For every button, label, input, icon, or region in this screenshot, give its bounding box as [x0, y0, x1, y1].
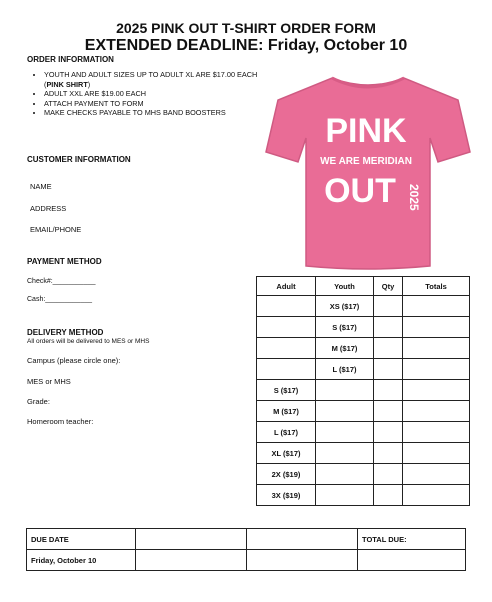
table-row — [257, 401, 470, 422]
delivery-method-heading: DELIVERY METHOD — [27, 328, 104, 337]
total-cell[interactable] — [403, 422, 470, 443]
qty-cell[interactable] — [374, 317, 403, 338]
deadline-heading: EXTENDED DEADLINE: Friday, October 10 — [84, 37, 408, 54]
youth-size-cell — [316, 443, 374, 464]
shirt-year-text: 2025 — [407, 184, 421, 211]
adult-size-cell: 3X ($19) — [257, 485, 316, 506]
table-row — [257, 422, 470, 443]
total-due-field[interactable] — [358, 550, 466, 571]
cash-field[interactable]: Cash:____________ — [27, 296, 93, 303]
shirt-pink-text: PINK — [325, 112, 407, 150]
due-date-label: DUE DATE — [27, 529, 136, 550]
qty-cell[interactable] — [374, 401, 403, 422]
due-date-value: Friday, October 10 — [27, 550, 136, 571]
pink-shirt-text: PINK SHIRT — [46, 79, 88, 89]
due-table — [26, 528, 466, 571]
campus-options[interactable]: MES or MHS — [27, 377, 71, 386]
campus-label: Campus (please circle one): — [27, 356, 121, 365]
youth-size-cell — [316, 485, 374, 506]
payment-bullet: • ATTACH PAYMENT TO FORM — [44, 99, 279, 109]
adult-size-cell: M ($17) — [257, 401, 316, 422]
adult-size-cell: XL ($17) — [257, 443, 316, 464]
xxl-bullet: • ADULT XXL ARE $19.00 EACH — [44, 89, 279, 99]
table-row — [257, 296, 470, 317]
adult-size-cell: 2X ($19) — [257, 464, 316, 485]
delivery-note: All orders will be delivered to MES or MHS — [27, 338, 150, 345]
total-cell[interactable] — [403, 401, 470, 422]
col-header-qty: Qty — [374, 277, 403, 296]
email-phone-field[interactable]: EMAIL/PHONE — [30, 225, 82, 234]
due-blank-cell — [247, 529, 358, 550]
adult-size-cell — [257, 338, 316, 359]
table-row — [257, 338, 470, 359]
adult-size-cell: L ($17) — [257, 422, 316, 443]
qty-cell[interactable] — [374, 464, 403, 485]
total-cell[interactable] — [403, 464, 470, 485]
shirt-meridian-text: WE ARE MERIDIAN — [320, 156, 412, 167]
form-title: 2025 PINK OUT T-SHIRT ORDER FORM — [116, 20, 376, 36]
price-text: YOUTH AND ADULT SIZES UP TO ADULT XL ARE $17.00 EACH ( — [44, 70, 258, 89]
adult-size-cell — [257, 359, 316, 380]
col-header-adult: Adult — [257, 277, 316, 296]
pink-tshirt-image — [262, 66, 474, 274]
youth-size-cell — [316, 401, 374, 422]
col-header-youth: Youth — [316, 277, 374, 296]
name-field[interactable]: NAME — [30, 182, 52, 191]
table-row — [257, 317, 470, 338]
qty-cell[interactable] — [374, 485, 403, 506]
youth-size-cell: XS ($17) — [316, 296, 374, 317]
table-row — [257, 464, 470, 485]
total-cell[interactable] — [403, 338, 470, 359]
qty-cell[interactable] — [374, 380, 403, 401]
address-field[interactable]: ADDRESS — [30, 204, 67, 213]
youth-size-cell: S ($17) — [316, 317, 374, 338]
youth-size-cell — [316, 422, 374, 443]
homeroom-teacher-field[interactable]: Homeroom teacher: — [27, 417, 94, 426]
check-number-field[interactable]: Check#:___________ — [27, 278, 96, 285]
youth-size-cell: L ($17) — [316, 359, 374, 380]
customer-info-heading: CUSTOMER INFORMATION — [27, 155, 131, 164]
total-cell[interactable] — [403, 296, 470, 317]
total-cell[interactable] — [403, 317, 470, 338]
price-text-end: ) — [87, 79, 91, 89]
table-row — [257, 485, 470, 506]
qty-cell[interactable] — [374, 422, 403, 443]
due-blank-cell — [136, 529, 247, 550]
adult-size-cell: S ($17) — [257, 380, 316, 401]
qty-cell[interactable] — [374, 338, 403, 359]
due-blank-cell — [247, 550, 358, 571]
qty-cell[interactable] — [374, 443, 403, 464]
qty-cell[interactable] — [374, 296, 403, 317]
youth-size-cell — [316, 464, 374, 485]
due-blank-cell — [136, 550, 247, 571]
grade-field[interactable]: Grade: — [27, 397, 50, 406]
table-row — [257, 359, 470, 380]
price-bullet — [44, 70, 279, 89]
shirt-out-text: OUT — [324, 172, 396, 210]
adult-size-cell — [257, 317, 316, 338]
total-cell[interactable] — [403, 443, 470, 464]
table-row — [257, 443, 470, 464]
total-cell[interactable] — [403, 380, 470, 401]
total-due-label: TOTAL DUE: — [358, 529, 466, 550]
total-cell[interactable] — [403, 485, 470, 506]
qty-cell[interactable] — [374, 359, 403, 380]
order-info-list — [28, 70, 279, 118]
col-header-totals: Totals — [403, 277, 470, 296]
order-table — [256, 276, 470, 506]
youth-size-cell — [316, 380, 374, 401]
total-cell[interactable] — [403, 359, 470, 380]
checks-bullet: • MAKE CHECKS PAYABLE TO MHS BAND BOOSTERS — [44, 108, 279, 118]
payment-method-heading: PAYMENT METHOD — [27, 257, 102, 266]
adult-size-cell — [257, 296, 316, 317]
order-info-heading: ORDER INFORMATION — [27, 55, 114, 64]
table-row — [257, 380, 470, 401]
youth-size-cell: M ($17) — [316, 338, 374, 359]
